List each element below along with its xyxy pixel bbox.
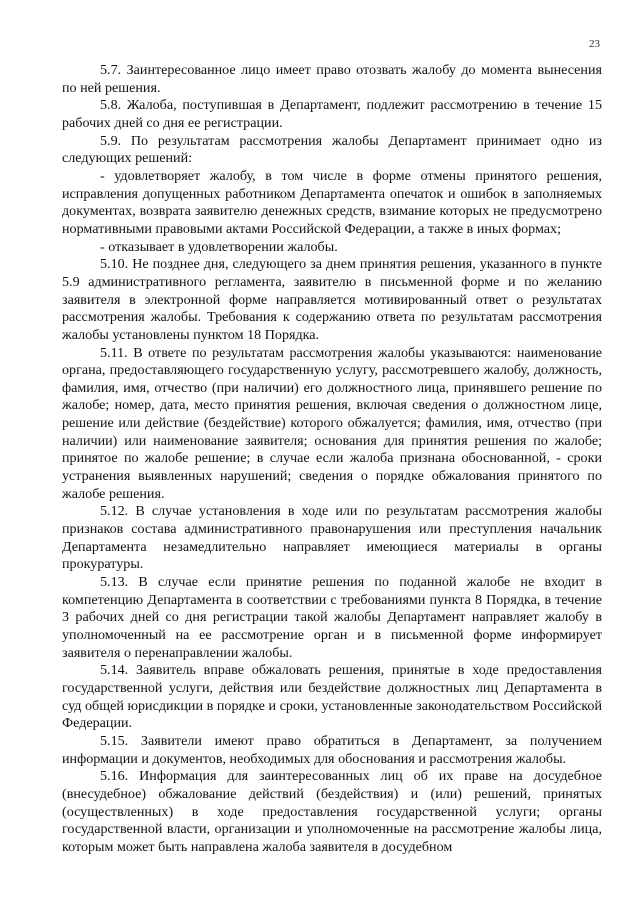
list-item-satisfy: - удовлетворяет жалобу, в том числе в форме отмены принятого решения, исправления допущенных работником Департамента опечаток и ошибок в заполняемых документах, возврата заявителю денежных средств, взимание которых не предусмотрено нормативными правовыми актами Российской Федерации, а также в иных формах; bbox=[62, 167, 602, 237]
paragraph-5-8: 5.8. Жалоба, поступившая в Департамент, подлежит рассмотрению в течение 15 рабочих дней со дня ее регистрации. bbox=[62, 97, 602, 131]
paragraph-5-9: 5.9. По результатам рассмотрения жалобы Департамент принимает одно из следующих решений: bbox=[62, 132, 602, 167]
page-number: 23 bbox=[589, 38, 600, 50]
paragraph-5-13: 5.13. В случае если принятие решения по поданной жалобе не входит в компетенцию Департамента в соответствии с требованиями пункта 8 Порядка, в течение 3 рабочих дней со дня регистрации такой жалобы Департамент направляет жалобу в уполномоченный на ее рассмотрение орган и в письменной форме информирует заявителя о перенаправлении жалобы. bbox=[62, 574, 602, 661]
document-body bbox=[62, 62, 602, 857]
paragraph-5-11: 5.11. В ответе по результатам рассмотрения жалобы указываются: наименование органа, предоставляющего государственную услугу, рассмотревшего жалобу, должность, фамилия, имя, отчество (при наличии) его должностного лица, принявшего решение по жалобе; номер, дата, место принятия решения, включая сведения о должностном лице, решение или действие (бездействие) которого обжалуется; фамилия, имя, отчество (при наличии) или наименование заявителя; основания для принятия решения по жалобе; принятое по жалобе решение; в случае если жалоба признана обоснованной, - сроки устранения выявленных нарушений; сведения о порядке обжалования принятого по жалобе решения. bbox=[62, 344, 602, 502]
paragraph-5-7: 5.7. Заинтересованное лицо имеет право отозвать жалобу до момента вынесения по ней решения. bbox=[62, 62, 602, 96]
paragraph-5-14: 5.14. Заявитель вправе обжаловать решения, принятые в ходе предоставления государственной услуги, действия или бездействие должностных лиц Департамента в суд общей юрисдикции в порядке и сроки, установленные законодательством Российской Федерации. bbox=[62, 662, 602, 732]
paragraph-5-10: 5.10. Не позднее дня, следующего за днем принятия решения, указанного в пункте 5.9 административного регламента, заявителю в письменной форме и по желанию заявителя в электронной форме направляется мотивированный ответ о результатах рассмотрения жалобы. Требования к содержанию ответа по результатам рассмотрения жалобы установлены пунктом 18 Порядка. bbox=[62, 256, 602, 343]
list-item-refuse: - отказывает в удовлетворении жалобы. bbox=[100, 238, 338, 255]
paragraph-5-15: 5.15. Заявители имеют право обратиться в Департамент, за получением информации и документов, необходимых для обоснования и рассмотрения жалобы. bbox=[62, 732, 602, 767]
paragraph-5-12: 5.12. В случае установления в ходе или по результатам рассмотрения жалобы признаков состава административного правонарушения или преступления начальник Департамента незамедлительно направляет имеющиеся материалы в органы прокуратуры. bbox=[62, 503, 602, 573]
paragraph-5-16: 5.16. Информация для заинтересованных лиц об их праве на досудебное (внесудебное) обжалование действий (бездействия) и (или) решений, принятых (осуществленных) в ходе предоставления государственной услуги; органы государственной власти, организации и уполномоченные на рассмотрение жалобы лица, которым может быть направлена жалоба заявителя в досудебном bbox=[62, 768, 602, 855]
